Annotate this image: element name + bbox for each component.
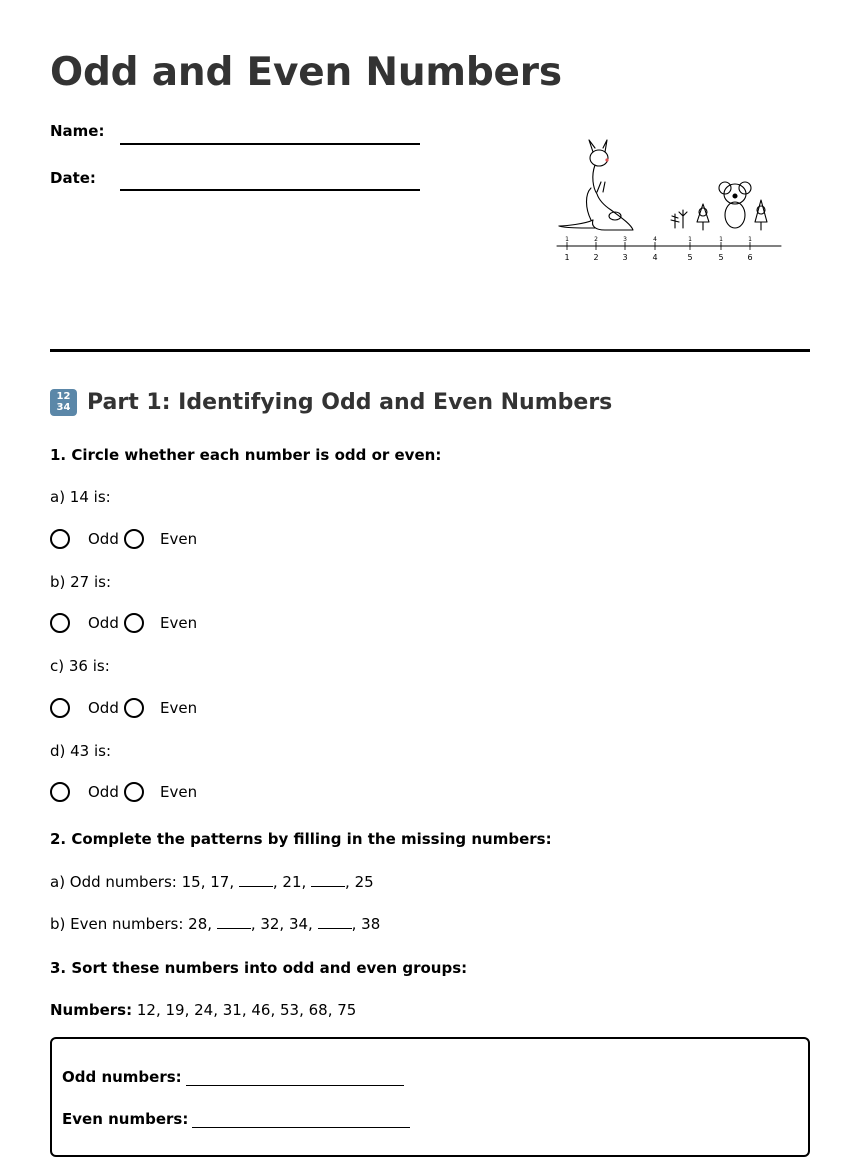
q3-numbers	[50, 1001, 356, 1019]
date-field[interactable]	[120, 189, 420, 191]
odd-numbers-field[interactable]	[186, 1069, 404, 1086]
q1c-even-radio[interactable]	[124, 698, 144, 718]
number-line-bottom-label: 1	[564, 253, 570, 262]
part1-heading-text: Part 1: Identifying Odd and Even Numbers	[87, 390, 613, 415]
q3-numbers-value: 12, 19, 24, 31, 46, 53, 68, 75	[132, 1001, 357, 1019]
q2b-blank-2[interactable]	[318, 914, 352, 929]
q1d-odd-radio[interactable]	[50, 782, 70, 802]
q1b-even-label: Even	[160, 614, 198, 632]
q1d-even-label: Even	[160, 783, 198, 801]
page-title: Odd and Even Numbers	[50, 50, 562, 95]
question-3-title: 3. Sort these numbers into odd and even groups:	[50, 959, 468, 977]
name-label: Name:	[50, 122, 105, 140]
q2a-suffix: , 25	[345, 873, 374, 891]
q1a-odd-radio[interactable]	[50, 529, 70, 549]
date-label: Date:	[50, 169, 96, 187]
q2a-prefix: a) Odd numbers: 15, 17,	[50, 873, 239, 891]
number-line-top-label: 1	[565, 236, 569, 243]
q2b-pattern	[50, 914, 380, 933]
q2a-pattern	[50, 872, 374, 891]
q1d-prompt: d) 43 is:	[50, 742, 112, 760]
q1c-even-label: Even	[160, 699, 198, 717]
q1c-odd-label: Odd	[88, 699, 119, 717]
q1b-even-radio[interactable]	[124, 613, 144, 633]
q1a-even-radio[interactable]	[124, 529, 144, 549]
q1b-odd-radio[interactable]	[50, 613, 70, 633]
part1-heading	[50, 389, 612, 416]
odd-answer-row	[62, 1068, 404, 1086]
number-line-top-label: 1	[719, 236, 723, 243]
number-line-top-label: 1	[688, 236, 692, 243]
sort-answer-box	[50, 1037, 810, 1157]
q1b-odd-label: Odd	[88, 614, 119, 632]
q2b-blank-1[interactable]	[217, 914, 251, 929]
q3-numbers-label: Numbers:	[50, 1001, 133, 1019]
section-divider	[50, 349, 810, 352]
q1a-options	[50, 529, 197, 549]
q1d-even-radio[interactable]	[124, 782, 144, 802]
input-numbers-icon: 12 34	[50, 389, 77, 416]
number-line-bottom-label: 5	[718, 253, 724, 262]
even-numbers-field[interactable]	[192, 1111, 410, 1128]
q1a-prompt: a) 14 is:	[50, 488, 111, 506]
q2a-blank-1[interactable]	[239, 872, 273, 887]
question-1-title: 1. Circle whether each number is odd or even:	[50, 446, 442, 464]
name-field[interactable]	[120, 143, 420, 145]
even-answer-row	[62, 1110, 410, 1128]
number-line-top-label: 4	[653, 236, 657, 243]
number-line-bottom-label: 3	[622, 253, 628, 262]
odd-numbers-label: Odd numbers:	[62, 1068, 182, 1086]
q2a-blank-2[interactable]	[311, 872, 345, 887]
q1b-options	[50, 613, 197, 633]
even-numbers-label: Even numbers:	[62, 1110, 189, 1128]
q1a-odd-label: Odd	[88, 530, 119, 548]
number-line-bottom-label: 4	[652, 253, 658, 262]
q1c-odd-radio[interactable]	[50, 698, 70, 718]
q2b-prefix: b) Even numbers: 28,	[50, 915, 217, 933]
q1c-prompt: c) 36 is:	[50, 657, 110, 675]
q1d-options	[50, 782, 197, 802]
q1a-even-label: Even	[160, 530, 198, 548]
question-2-title: 2. Complete the patterns by filling in the missing numbers:	[50, 830, 552, 848]
kangaroo-koala-number-line-icon	[555, 138, 785, 268]
q1d-odd-label: Odd	[88, 783, 119, 801]
number-line-top-label: 2	[594, 236, 598, 243]
q2b-suffix: , 38	[351, 915, 381, 933]
number-line-top-label: 3	[623, 236, 627, 243]
number-line-bottom-label: 5	[687, 253, 693, 262]
number-line-top-label: 1	[748, 236, 752, 243]
number-line-bottom-label: 2	[593, 253, 599, 262]
q1b-prompt: b) 27 is:	[50, 573, 112, 591]
q2a-mid: , 21,	[272, 873, 312, 891]
q1c-options	[50, 698, 197, 718]
number-line-bottom-label: 6	[747, 253, 753, 262]
q2b-mid: , 32, 34,	[250, 915, 318, 933]
